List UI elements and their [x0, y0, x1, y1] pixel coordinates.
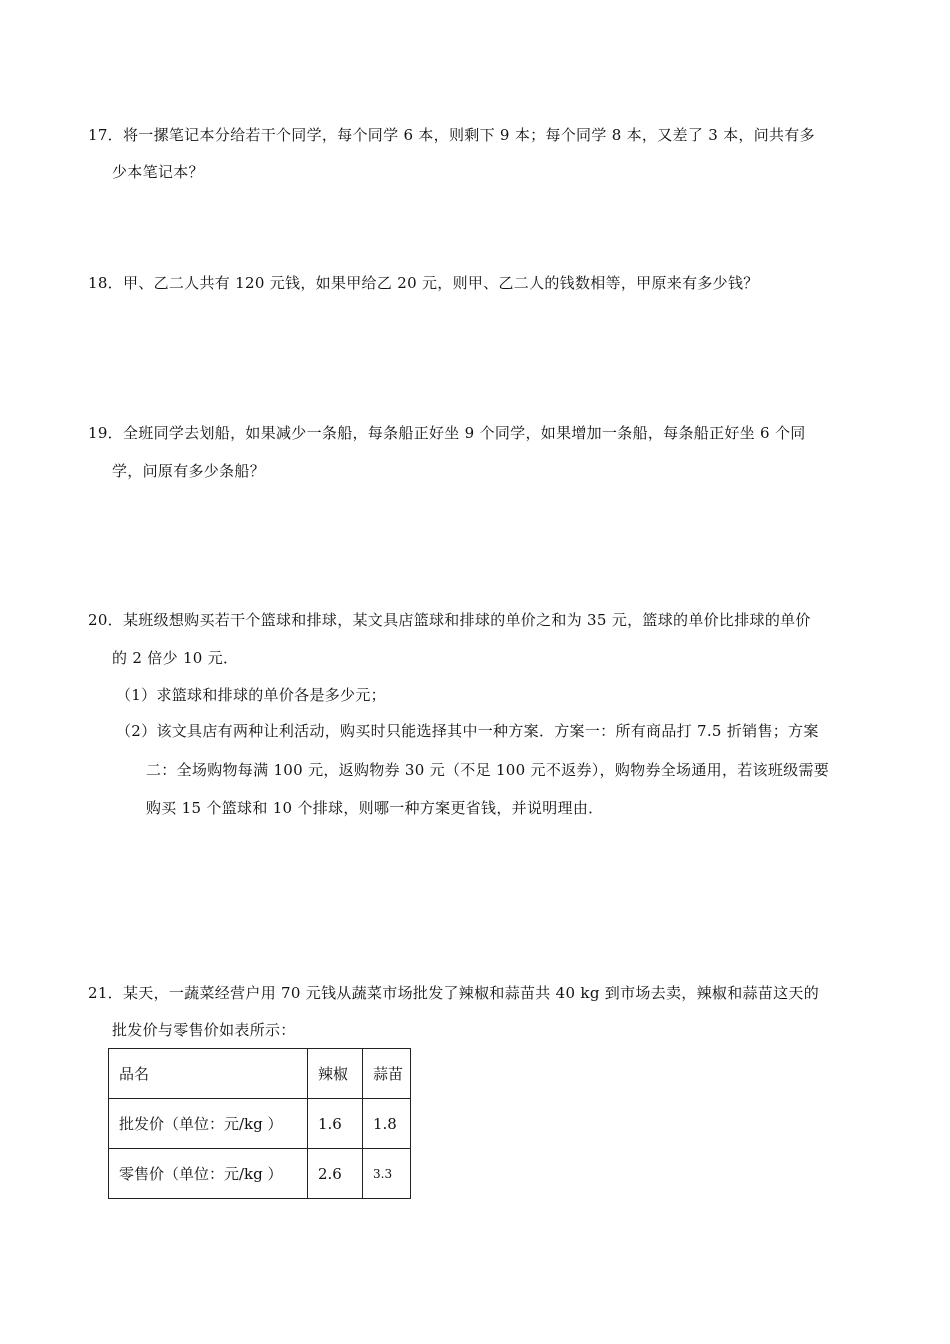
table-cell: 2.6	[308, 1149, 363, 1199]
table-row	[109, 1099, 411, 1149]
question-20-line-2: 的 2 倍少 10 元．	[112, 649, 239, 667]
table-cell: 1.6	[308, 1099, 363, 1149]
question-17-line-1: 17．将一摞笔记本分给若干个同学，每个同学 6 本，则剩下 9 本；每个同学 8 本，又差了 3 本，问共有多	[88, 126, 815, 144]
question-19-line-1: 19．全班同学去划船，如果减少一条船，每条船正好坐 9 个同学，如果增加一条船，每条船正好坐 6 个同	[88, 424, 806, 442]
table-cell: 3.3	[363, 1149, 411, 1199]
table-header-cell: 辣椒	[308, 1049, 363, 1099]
question-20-line-1: 20．某班级想购买若干个篮球和排球，某文具店篮球和排球的单价之和为 35 元，篮球的单价比排球的单价	[88, 611, 811, 629]
question-21-line-1: 21．某天，一蔬菜经营户用 70 元钱从蔬菜市场批发了辣椒和蒜苗共 40 kg 到市场去卖，辣椒和蒜苗这天的	[88, 984, 819, 1002]
table-cell: 批发价（单位：元/kg ）	[109, 1099, 308, 1149]
table-header-cell: 品名	[109, 1049, 308, 1099]
question-21-line-2: 批发价与零售价如表所示：	[112, 1021, 296, 1039]
question-20-sub-1: （1）求篮球和排球的单价各是多少元；	[116, 686, 386, 704]
table-cell: 1.8	[363, 1099, 411, 1149]
question-19-line-2: 学，问原有多少条船？	[112, 462, 266, 480]
question-20-sub-2-line-2: 二：全场购物每满 100 元，返购物券 30 元（不足 100 元不返券），购物券全场通用，若该班级需要	[146, 761, 830, 779]
table-cell: 零售价（单位：元/kg ）	[109, 1149, 308, 1199]
price-table	[108, 1048, 411, 1199]
table-row	[109, 1149, 411, 1199]
question-17-line-2: 少本笔记本？	[112, 163, 204, 181]
question-18-line-1: 18．甲、乙二人共有 120 元钱，如果甲给乙 20 元，则甲、乙二人的钱数相等，甲原来有多少钱？	[88, 274, 759, 292]
table-header-cell: 蒜苗	[363, 1049, 411, 1099]
question-20-sub-2-line-3: 购买 15 个篮球和 10 个排球，则哪一种方案更省钱，并说明理由．	[146, 799, 604, 817]
table-header-row	[109, 1049, 411, 1099]
question-20-sub-2-line-1: （2）该文具店有两种让利活动，购买时只能选择其中一种方案．方案一：所有商品打 7.5 折销售；方案	[116, 722, 819, 740]
